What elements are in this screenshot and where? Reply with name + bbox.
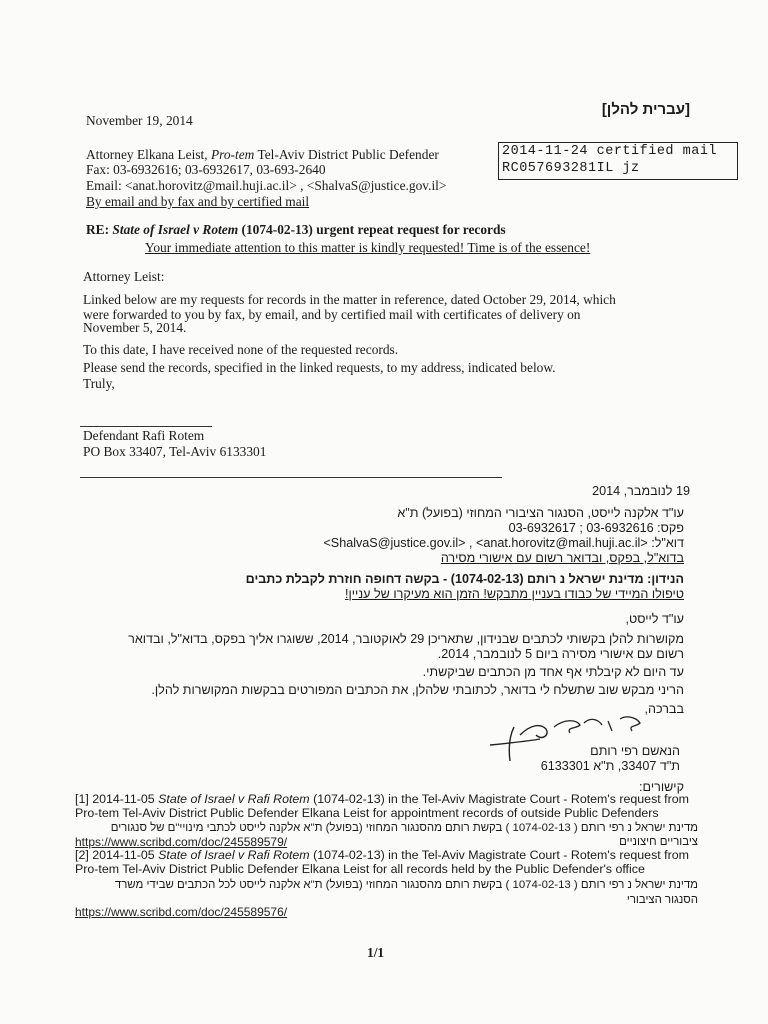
hebrew-urgency: טיפולו המיידי של כבודו בעניין מתבקש! הזמן הוא מעיקרו של עניין! xyxy=(344,587,684,601)
body-paragraph-1-line-1: Linked below are my requests for records in the matter in reference, dated October 29, 2014, which xyxy=(83,292,616,307)
hebrew-signer-name: הנאשם רפי רותם xyxy=(590,744,680,758)
body-paragraph-1-line-2: were forwarded to you by fax, by email, and by certified mail with certificates of delivery on xyxy=(83,307,581,322)
reference-1-line-1: [1] 2014-11-05 State of Israel v Rafi Rotem (1074-02-13) in the Tel-Aviv Magistrate Court - Rotem's request from xyxy=(75,792,689,806)
reference-2-hebrew-line-2: הסנגור הציבורי xyxy=(626,894,698,906)
subject-line: RE: State of Israel v Rotem (1074-02-13) urgent repeat request for records xyxy=(86,222,506,237)
hebrew-email: דוא"ל: <ShalvaS@justice.gov.il> , <anat.horovitz@mail.huji.ac.il> xyxy=(323,536,684,550)
hebrew-delivery: בדוא"ל, בפקס, ובדואר רשום עם אישורי מסירה xyxy=(440,551,684,565)
urgency-note: Your immediate attention to this matter is kindly requested! Time is of the essence! xyxy=(145,240,591,255)
hebrew-paragraph-1-line-1: מקושרות להלן בקשותי לכתבים שבנידון, שתאריכן 29 לאוקטובר, 2014, ששוגרו אליך בפקס, בדוא"ל, ובדואר xyxy=(128,632,684,646)
hebrew-addressee: עו"ד אלקנה לייסט, הסנגור הציבורי המחוזי (בפועל) ת"א xyxy=(397,506,684,520)
body-paragraph-2: To this date, I have received none of the requested records. xyxy=(83,342,399,357)
reference-1-link[interactable]: https://www.scribd.com/doc/245589579/ xyxy=(75,835,288,849)
closing: Truly, xyxy=(83,376,115,391)
addressee-fax: Fax: 03-6932616; 03-6932617, 03-693-2640 xyxy=(86,162,326,177)
page-number: 1/1 xyxy=(367,945,385,960)
hebrew-signer-address: ת"ד 33407, ת"א 6133301 xyxy=(540,759,680,773)
reference-2-line-1: [2] 2014-11-05 State of Israel v Rafi Rotem (1074-02-13) in the Tel-Aviv Magistrate Court - Rotem's request from xyxy=(75,848,689,862)
reference-2-line-2: Pro-tem Tel-Aviv District Public Defender Elkana Leist for all records held by the Public Defender's office xyxy=(75,862,645,876)
hebrew-date: 19 לנובמבר, 2014 xyxy=(592,484,690,498)
body-paragraph-3: Please send the records, specified in the linked requests, to my address, indicated below. xyxy=(83,360,556,375)
addressee-line: Attorney Elkana Leist, Pro-tem Tel-Aviv District Public Defender xyxy=(86,147,439,162)
hebrew-fax: פקס: 03-6932616 ; 03-6932617 xyxy=(508,521,684,535)
reference-1-hebrew-line-2: ציבוריים חיצוניים xyxy=(619,836,698,848)
signer-address: PO Box 33407, Tel-Aviv 6133301 xyxy=(83,444,267,459)
section-divider xyxy=(80,477,502,478)
signer-name: Defendant Rafi Rotem xyxy=(83,428,205,443)
hebrew-closing: בברכה, xyxy=(644,702,684,716)
hebrew-paragraph-3: הריני מבקש שוב שתשלח לי בדואר, לכתובתי שלהלן, את הכתבים המפורטים בבקשות המקושרות להלן. xyxy=(151,683,684,697)
hebrew-paragraph-2: עד היום לא קיבלתי אף אחד מן הכתבים שביקשתי. xyxy=(422,665,684,679)
addressee-email: Email: <anat.horovitz@mail.huji.ac.il> , <ShalvaS@justice.gov.il> xyxy=(86,178,447,193)
stamp-tracking-line: RC057693281IL jz xyxy=(502,161,640,176)
reference-2-link[interactable]: https://www.scribd.com/doc/245589576/ xyxy=(75,905,288,919)
hebrew-salutation: עו"ד לייסט, xyxy=(625,612,684,626)
letter-date: November 19, 2014 xyxy=(86,113,193,128)
hebrew-links-label: קישורים: xyxy=(639,780,684,794)
salutation: Attorney Leist: xyxy=(83,269,165,284)
reference-1-hebrew-line-1: מדינת ישראל נ רפי רותם ( 1074-02-13 ) בקשת רותם מהסנגור המחוזי (בפועל) ת"א אלקנה לייסט לכתבי מינויי"ם של סנגורים xyxy=(110,822,698,834)
body-paragraph-1-line-3: November 5, 2014. xyxy=(83,320,187,335)
certified-mail-stamp xyxy=(498,142,738,180)
stamp-date-line: 2014-11-24 certified mail xyxy=(502,144,718,159)
delivery-method: By email and by fax and by certified mail xyxy=(86,194,310,209)
hebrew-subject: הנידון: מדינת ישראל נ רותם (1074-02-13) - בקשה דחופה חוזרת לקבלת כתבים xyxy=(245,572,684,586)
signature-line xyxy=(80,426,212,427)
reference-1-line-2: Pro-tem Tel-Aviv District Public Defender Elkana Leist for appointment records of outside Public Defenders xyxy=(75,806,659,820)
reference-2-hebrew-line-1: מדינת ישראל נ רפי רותם ( 1074-02-13 ) בקשת רותם מהסנגור המחוזי (בפועל) ת"א אלקנה לייסט לכל הכתבים שבידי משרד xyxy=(114,879,698,891)
hebrew-paragraph-1-line-2: רשום עם אישורי מסירה ביום 5 לנובמבר, 2014. xyxy=(437,647,684,661)
language-note: [עברית להלן] xyxy=(601,101,690,118)
